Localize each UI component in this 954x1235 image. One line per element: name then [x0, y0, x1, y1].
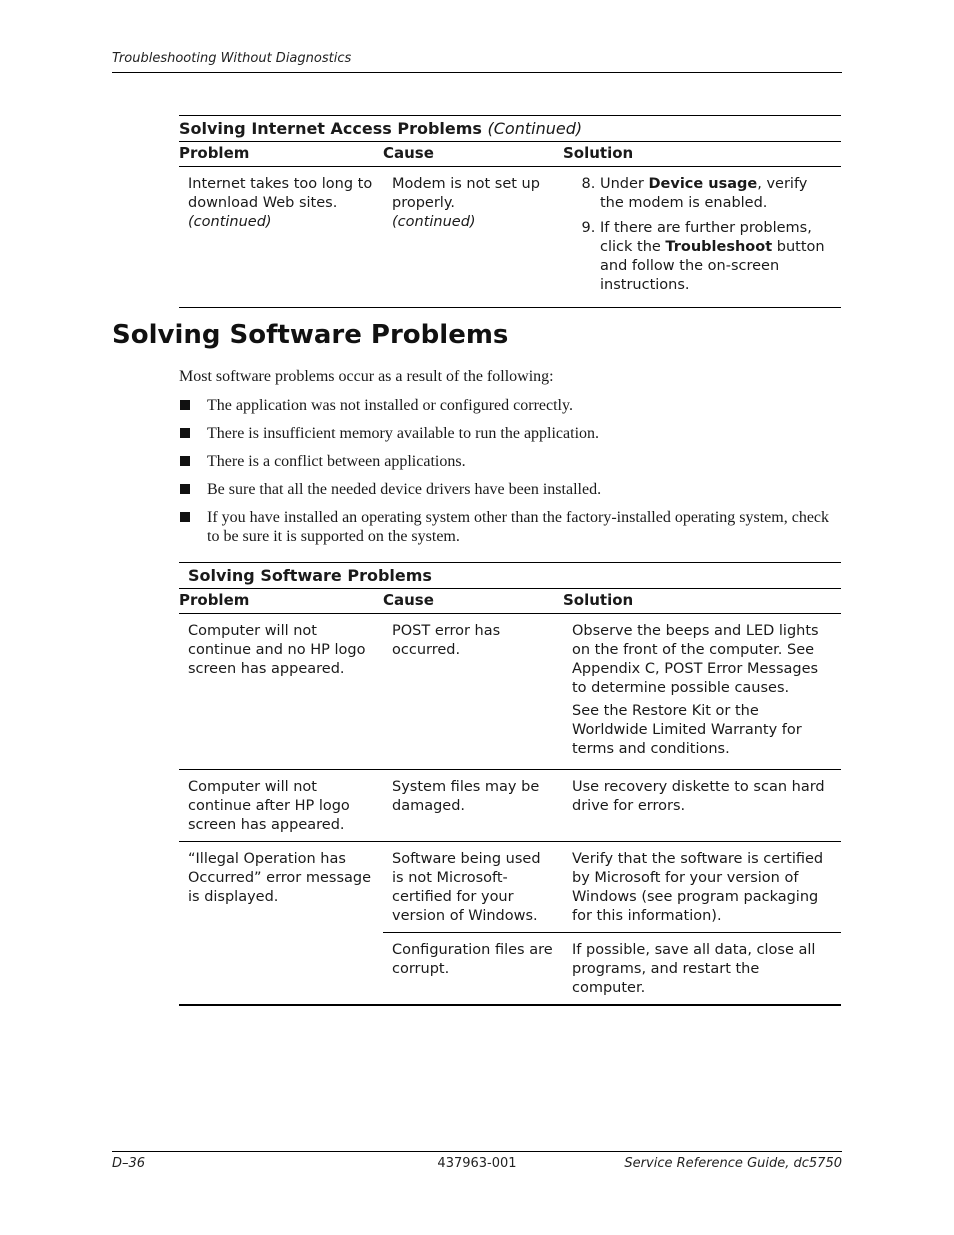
solution-step: 8. Under Device usage, verify the modem is enabled. — [600, 175, 831, 213]
table-header-row — [179, 589, 841, 614]
cause-cell: Software being used is not Microsoft-certified for your version of Windows. — [383, 842, 563, 933]
header-cause: Cause — [383, 589, 563, 614]
cause-cell: System files may be damaged. — [383, 770, 563, 842]
guide-title: Service Reference Guide, dc5750 — [624, 1156, 842, 1171]
table-row — [179, 842, 841, 933]
table-row — [179, 614, 841, 770]
list-item: There is a conflict between applications. — [179, 452, 839, 471]
header-problem: Problem — [179, 589, 383, 614]
problem-cell: Internet takes too long to download Web sites. (continued) — [179, 167, 383, 308]
header-cause: Cause — [383, 142, 563, 167]
list-item: Be sure that all the needed device drivers have been installed. — [179, 480, 839, 499]
solution-cell: Verify that the software is certified by Microsoft for your version of Windows (see program packaging for this information). — [563, 842, 841, 933]
cause-cell: POST error has occurred. — [383, 614, 563, 770]
page-number: D–36 — [112, 1156, 146, 1171]
square-bullet-icon — [180, 400, 190, 410]
intro-text: Most software problems occur as a result of the following: — [179, 368, 554, 385]
header-problem: Problem — [179, 142, 383, 167]
solution-step: 9. If there are further problems, click the Troubleshoot button and follow the on-screen instructions. — [600, 219, 831, 295]
solution-cell: Use recovery diskette to scan hard drive for errors. — [563, 770, 841, 842]
internet-access-table — [179, 115, 841, 308]
table-header-row — [179, 142, 841, 167]
cause-cell: Modem is not set up properly. (continued) — [383, 167, 563, 308]
square-bullet-icon — [180, 512, 190, 522]
software-problems-table — [179, 562, 841, 1006]
part-number: 437963-001 — [437, 1156, 517, 1171]
running-header: Troubleshooting Without Diagnostics — [112, 51, 842, 73]
list-item: If you have installed an operating system other than the factory-installed operating system, check to be sure it is supported on the system. — [179, 508, 839, 546]
solution-cell: If possible, save all data, close all programs, and restart the computer. — [563, 933, 841, 1006]
header-solution: Solution — [563, 589, 841, 614]
solution-cell — [563, 167, 841, 308]
square-bullet-icon — [180, 456, 190, 466]
table-row — [179, 167, 841, 308]
header-solution: Solution — [563, 142, 841, 167]
cause-list — [179, 396, 839, 555]
table-title: Solving Software Problems — [179, 563, 841, 589]
problem-cell: Computer will not continue and no HP logo screen has appeared. — [179, 614, 383, 770]
section-heading: Solving Software Problems — [112, 320, 509, 350]
table-row — [179, 770, 841, 842]
square-bullet-icon — [180, 428, 190, 438]
solution-cell: Observe the beeps and LED lights on the front of the computer. See Appendix C, POST Error Messages to determine possible causes. See the Restore Kit or the Worldwide Limited Warranty for terms and conditions. — [563, 614, 841, 770]
table-title: Solving Internet Access Problems (Continued) — [179, 116, 841, 142]
list-item: The application was not installed or configured correctly. — [179, 396, 839, 415]
cause-cell: Configuration files are corrupt. — [383, 933, 563, 1006]
running-footer — [112, 1151, 842, 1171]
square-bullet-icon — [180, 484, 190, 494]
problem-cell: “Illegal Operation has Occurred” error message is displayed. — [179, 842, 383, 1006]
problem-cell: Computer will not continue after HP logo screen has appeared. — [179, 770, 383, 842]
list-item: There is insufficient memory available to run the application. — [179, 424, 839, 443]
